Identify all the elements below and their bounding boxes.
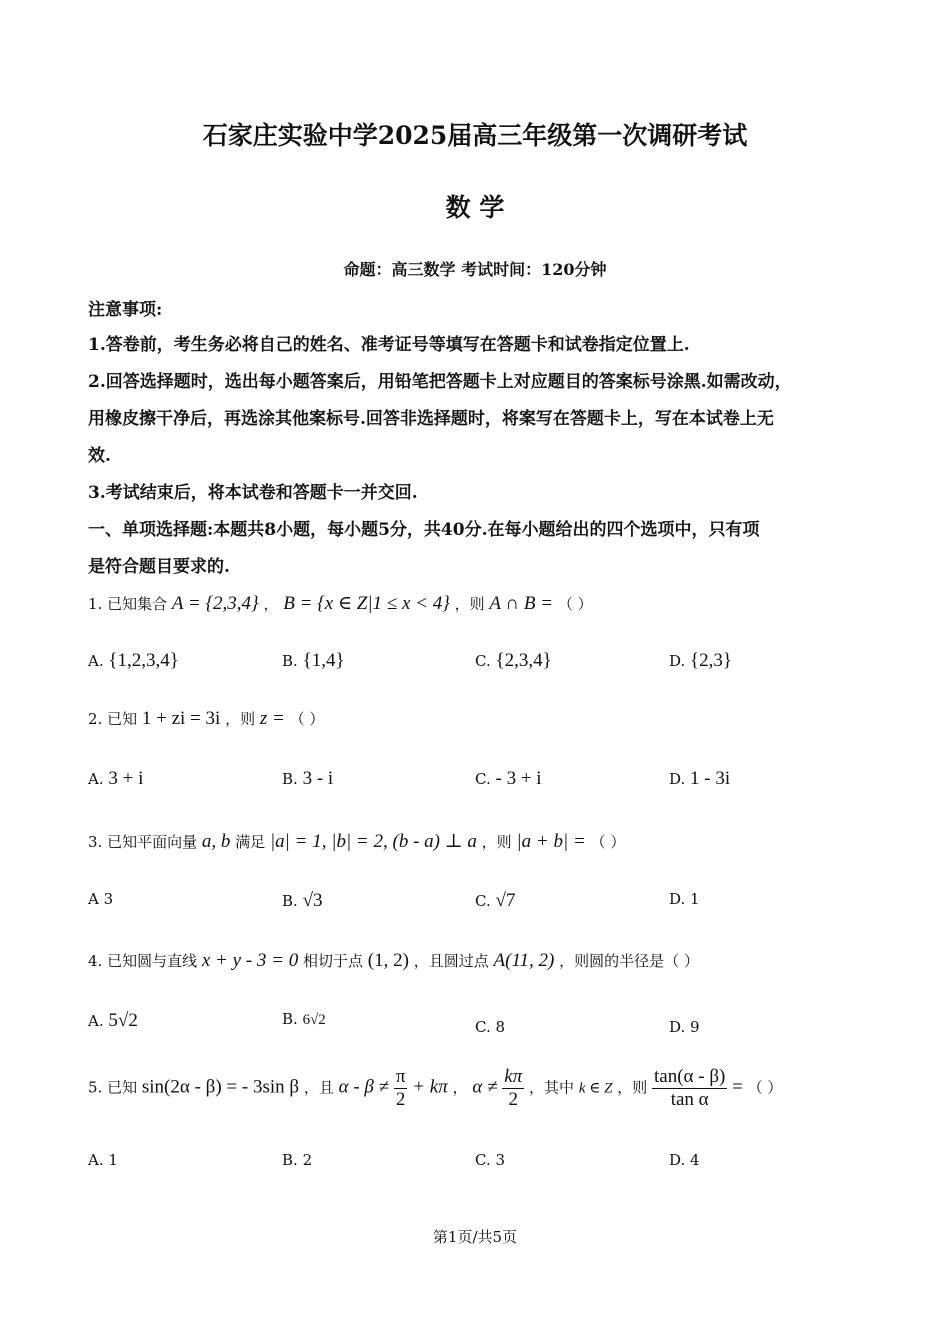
question-4-option-c: C. 8	[475, 1018, 506, 1036]
notice-item-2-line-1: 2.回答选择题时，选出每小题答案后，用铅笔把答题卡上对应题目的答案标号涂黑.如需改动，	[88, 372, 792, 392]
k-pi-over-2-fraction: $\frac{k\pi}{2}$	[504, 1066, 523, 1110]
question-5-option-d: D. 4	[669, 1151, 700, 1169]
question-4-option-a: A. 5√2	[88, 1010, 138, 1031]
notice-item-3: 3.考试结束后，将本试卷和答题卡一并交回.	[88, 483, 418, 503]
exam-title: 石家庄实验中学2025届高三年级第一次调研考试	[202, 121, 748, 150]
question-3-option-a: A 3	[88, 890, 114, 908]
sine-equation: sin(2α - β) = - 3sin β	[141, 1076, 300, 1098]
pi-over-2-fraction: $\frac{\pi}{2}$	[395, 1066, 406, 1110]
question-1-option-a: A. {1,2,3,4}	[88, 650, 179, 671]
intersection-expression: A ∩ B =	[489, 593, 554, 614]
equation-expression: 1 + zi = 3i	[141, 708, 221, 729]
question-5-option-b: B. 2	[282, 1151, 313, 1169]
question-3-option-d: D. 1	[669, 890, 700, 908]
question-2-option-b: B. 3 - i	[282, 768, 334, 789]
subject-title: 数 学	[445, 193, 505, 222]
question-2-option-d: D. 1 - 3i	[669, 768, 731, 789]
notice-item-1: 1.答卷前，考生务必将自己的姓名、准考证号等填写在答题卡和试卷指定位置上.	[88, 335, 690, 355]
question-5-option-a: A. 1	[88, 1151, 118, 1169]
question-3-option-c: C. √7	[475, 890, 516, 911]
question-5-option-c: C. 3	[475, 1151, 506, 1169]
line-equation: x + y - 3 = 0	[201, 950, 299, 971]
point-a: A(11, 2)	[493, 950, 555, 971]
notice-item-2-line-2: 用橡皮擦干净后，再选涂其他案标号.回答非选择题时，将案写在答题卡上，写在本试卷上无	[88, 409, 774, 429]
question-1-option-b: B. {1,4}	[282, 650, 345, 671]
question-2-option-c: C. - 3 + i	[475, 768, 542, 789]
question-4-option-b: B. 6√2	[282, 1010, 326, 1028]
question-4-option-d: D. 9	[669, 1018, 700, 1036]
question-3-stem: 3. 已知平面向量 a, b 满足 |a| = 1, |b| = 2, (b - a) ⊥ a ，则 |a + b| = （ ）	[88, 831, 626, 852]
question-5-stem: 5. 已知 sin(2α - β) = - 3sin β ，且 α - β ≠ $\frac{\pi}{2}$ + kπ ， α ≠ $\frac{k\pi}{2}$ ，其中 k ∈ Z ，则 $\frac{\tan(\alpha - \beta)}{\text{tan α}}$ = （ ）	[88, 1066, 783, 1110]
notices-heading: 注意事项:	[88, 300, 163, 320]
page-footer: 第1页/共5页	[432, 1228, 518, 1246]
question-1-option-c: C. {2,3,4}	[475, 650, 552, 671]
section-1-heading-line-1: 一、单项选择题:本题共8小题，每小题5分，共40分.在每小题给出的四个选项中，只有项	[88, 520, 760, 540]
section-1-heading-line-2: 是符合题目要求的.	[88, 557, 230, 577]
tangent-point: (1, 2)	[367, 950, 409, 971]
vector-conditions: |a| = 1, |b| = 2, (b - a) ⊥ a	[269, 831, 477, 852]
question-2-stem: 2. 已知 1 + zi = 3i ，则 z = （ ）	[88, 708, 325, 729]
exam-meta: 命题：高三数学 考试时间：120分钟	[343, 260, 607, 279]
set-b-expression: B = {x ∈ Z|1 ≤ x < 4}	[283, 593, 450, 614]
question-4-stem: 4. 已知圆与直线 x + y - 3 = 0 相切于点 (1, 2) ，且圆过点 A(11, 2) ，则圆的半径是（ ）	[88, 950, 699, 971]
question-1-stem: 1. 已知集合 A = {2,3,4} ， B = {x ∈ Z|1 ≤ x < 4} ，则 A ∩ B = （ ）	[88, 593, 593, 614]
tangent-ratio-fraction: $\frac{\tan(\alpha - \beta)}{\text{tan α}}$	[654, 1066, 726, 1110]
set-a-expression: A = {2,3,4}	[171, 593, 259, 614]
notice-item-2-line-3: 效.	[88, 446, 111, 466]
question-3-option-b: B. √3	[282, 890, 323, 911]
question-2-option-a: A. 3 + i	[88, 768, 144, 789]
question-1-option-d: D. {2,3}	[669, 650, 733, 671]
